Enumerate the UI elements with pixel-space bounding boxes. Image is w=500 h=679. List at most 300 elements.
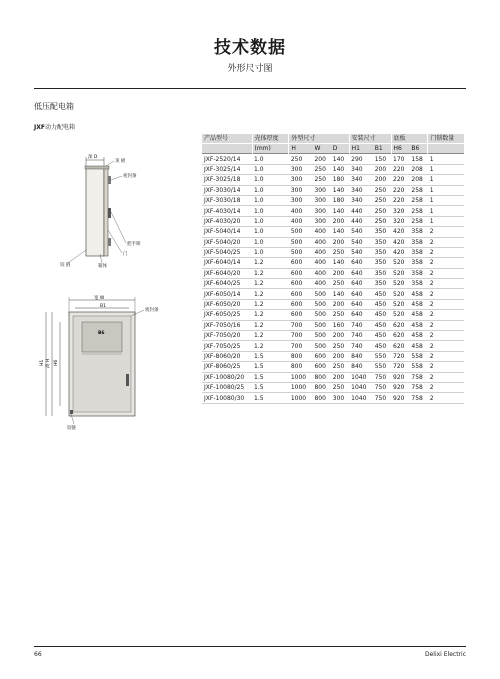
table-cell: 2 xyxy=(428,372,464,382)
table-cell: 640 xyxy=(349,310,373,320)
table-cell: 700 xyxy=(289,320,313,330)
table-cell: 920 xyxy=(391,393,409,403)
table-cell: 440 xyxy=(349,206,373,216)
table-cell: 1.0 xyxy=(252,216,289,226)
table-cell: 2 xyxy=(428,227,464,237)
table-cell: 340 xyxy=(349,175,373,185)
table-column-header xyxy=(428,144,464,154)
table-row xyxy=(202,393,464,403)
table-cell: 700 xyxy=(289,331,313,341)
table-cell: 2 xyxy=(428,268,464,278)
table-cell: 220 xyxy=(391,195,409,205)
table-row xyxy=(202,185,464,195)
model-cell: JXF-3025/14 xyxy=(202,164,252,174)
table-cell: 158 xyxy=(409,154,427,164)
table-cell: 450 xyxy=(373,341,391,351)
table-cell: 600 xyxy=(289,279,313,289)
table-cell: 220 xyxy=(391,164,409,174)
table-row xyxy=(202,341,464,351)
table-cell: 640 xyxy=(349,258,373,268)
table-cell: 1.0 xyxy=(252,227,289,237)
table-cell: 500 xyxy=(312,341,330,351)
table-column-header: B1 xyxy=(373,144,391,154)
table-cell: 350 xyxy=(373,279,391,289)
table-cell: 1.0 xyxy=(252,154,289,164)
section-subtitle xyxy=(34,122,75,131)
table-cell: 1.5 xyxy=(252,372,289,382)
table-column-header: (mm) xyxy=(252,144,289,154)
table-cell: 320 xyxy=(391,206,409,216)
model-cell: JXF-6050/14 xyxy=(202,289,252,299)
table-cell: 300 xyxy=(312,206,330,216)
table-cell: 400 xyxy=(312,268,330,278)
table-cell: 150 xyxy=(373,154,391,164)
table-row xyxy=(202,195,464,205)
table-cell: 2 xyxy=(428,310,464,320)
table-cell: 600 xyxy=(289,299,313,309)
table-cell: 1.2 xyxy=(252,331,289,341)
table-cell: 1040 xyxy=(349,372,373,382)
model-cell: JXF-7050/20 xyxy=(202,331,252,341)
seal-strip-label: 密封条 xyxy=(123,174,137,179)
table-cell: 420 xyxy=(391,247,409,257)
table-cell: 500 xyxy=(289,247,313,257)
table-cell: 500 xyxy=(312,310,330,320)
table-column-header xyxy=(202,144,252,154)
h1-label: H1 xyxy=(40,359,45,366)
table-cell: 740 xyxy=(349,331,373,341)
table-cell: 2 xyxy=(428,299,464,309)
table-row xyxy=(202,258,464,268)
table-column-header: D xyxy=(331,144,349,154)
table-cell: 520 xyxy=(391,268,409,278)
model-cell: JXF-8060/20 xyxy=(202,351,252,361)
table-cell: 640 xyxy=(349,268,373,278)
table-cell: 290 xyxy=(349,154,373,164)
table-cell: 2 xyxy=(428,341,464,351)
table-cell: 2 xyxy=(428,393,464,403)
table-cell: 208 xyxy=(409,164,427,174)
table-cell: 2 xyxy=(428,362,464,372)
table-cell: 1040 xyxy=(349,382,373,392)
table-cell: 320 xyxy=(391,216,409,226)
table-cell: 520 xyxy=(391,289,409,299)
table-cell: 358 xyxy=(409,227,427,237)
table-cell: 500 xyxy=(289,237,313,247)
dimension-table xyxy=(202,134,464,404)
table-group-header-row xyxy=(202,134,464,144)
table-cell: 250 xyxy=(373,206,391,216)
table-group-header: 外型尺寸 xyxy=(289,134,349,144)
table-group-header: 底板 xyxy=(391,134,428,144)
table-cell: 720 xyxy=(391,351,409,361)
table-cell: 250 xyxy=(331,341,349,351)
table-group-header: 产品型号 xyxy=(202,134,252,144)
table-column-header: H xyxy=(289,144,313,154)
table-cell: 600 xyxy=(289,310,313,320)
table-cell: 160 xyxy=(331,320,349,330)
table-cell: 758 xyxy=(409,372,427,382)
table-cell: 600 xyxy=(289,289,313,299)
model-cell: JXF-3030/18 xyxy=(202,195,252,205)
table-cell: 840 xyxy=(349,362,373,372)
table-row xyxy=(202,331,464,341)
table-cell: 1 xyxy=(428,175,464,185)
table-cell: 258 xyxy=(409,195,427,205)
table-cell: 200 xyxy=(331,299,349,309)
table-cell: 550 xyxy=(373,351,391,361)
table-cell: 500 xyxy=(312,320,330,330)
table-cell: 1.5 xyxy=(252,382,289,392)
table-cell: 1 xyxy=(428,195,464,205)
model-cell: JXF-8060/25 xyxy=(202,362,252,372)
table-cell: 620 xyxy=(391,341,409,351)
table-cell: 600 xyxy=(312,351,330,361)
table-cell: 1 xyxy=(428,164,464,174)
model-cell: JXF-6040/20 xyxy=(202,268,252,278)
table-cell: 250 xyxy=(312,164,330,174)
table-cell: 2 xyxy=(428,279,464,289)
table-cell: 640 xyxy=(349,289,373,299)
table-cell: 1.5 xyxy=(252,393,289,403)
table-row xyxy=(202,237,464,247)
table-row xyxy=(202,175,464,185)
table-cell: 358 xyxy=(409,268,427,278)
table-cell: 600 xyxy=(312,362,330,372)
table-cell: 200 xyxy=(331,237,349,247)
table-cell: 1040 xyxy=(349,393,373,403)
table-cell: 450 xyxy=(373,331,391,341)
table-cell: 640 xyxy=(349,279,373,289)
door-label: 门 xyxy=(123,252,128,257)
table-cell: 350 xyxy=(373,237,391,247)
front-view-drawing xyxy=(34,294,184,584)
table-row xyxy=(202,247,464,257)
table-cell: 1000 xyxy=(289,382,313,392)
b1-label: B1 xyxy=(100,304,106,309)
table-row xyxy=(202,227,464,237)
table-row xyxy=(202,382,464,392)
table-cell: 558 xyxy=(409,362,427,372)
table-cell: 540 xyxy=(349,227,373,237)
table-cell: 358 xyxy=(409,237,427,247)
box-body-label: 箱体 xyxy=(98,264,107,269)
table-cell: 1.0 xyxy=(252,206,289,216)
model-cell: JXF-3030/14 xyxy=(202,185,252,195)
model-cell: JXF-10080/25 xyxy=(202,382,252,392)
table-cell: 1.0 xyxy=(252,247,289,257)
table-cell: 458 xyxy=(409,310,427,320)
table-cell: 800 xyxy=(289,362,313,372)
table-column-header: B6 xyxy=(409,144,427,154)
table-cell: 800 xyxy=(312,372,330,382)
table-cell: 140 xyxy=(331,154,349,164)
table-cell: 400 xyxy=(312,258,330,268)
table-cell: 550 xyxy=(373,362,391,372)
table-cell: 2 xyxy=(428,382,464,392)
table-row xyxy=(202,164,464,174)
page-subtitle: 外形尺寸图 xyxy=(227,64,273,74)
table-cell: 800 xyxy=(289,351,313,361)
table-cell: 300 xyxy=(331,393,349,403)
table-cell: 400 xyxy=(312,279,330,289)
series-name: 动力配电箱 xyxy=(44,124,75,131)
table-cell: 1 xyxy=(428,185,464,195)
depth-label: 深 D xyxy=(88,155,98,160)
table-cell: 458 xyxy=(409,341,427,351)
table-cell: 1.2 xyxy=(252,268,289,278)
table-cell: 1.2 xyxy=(252,279,289,289)
table-cell: 450 xyxy=(373,289,391,299)
table-column-header: H1 xyxy=(349,144,373,154)
table-cell: 1.0 xyxy=(252,195,289,205)
table-cell: 200 xyxy=(331,331,349,341)
table-cell: 250 xyxy=(331,362,349,372)
table-row xyxy=(202,362,464,372)
table-cell: 2 xyxy=(428,331,464,341)
width-label: 宽 W xyxy=(94,296,105,301)
table-cell: 458 xyxy=(409,289,427,299)
table-cell: 440 xyxy=(349,216,373,226)
table-cell: 300 xyxy=(312,195,330,205)
table-column-header: H6 xyxy=(391,144,409,154)
model-cell: JXF-4030/20 xyxy=(202,216,252,226)
table-cell: 1 xyxy=(428,206,464,216)
table-row xyxy=(202,216,464,226)
table-cell: 520 xyxy=(391,299,409,309)
model-cell: JXF-10080/30 xyxy=(202,393,252,403)
table-cell: 220 xyxy=(391,185,409,195)
table-cell: 1.5 xyxy=(252,351,289,361)
table-cell: 180 xyxy=(331,195,349,205)
table-cell: 600 xyxy=(289,268,313,278)
height-label: 高 H xyxy=(46,358,51,368)
table-cell: 1.2 xyxy=(252,310,289,320)
table-cell: 340 xyxy=(349,195,373,205)
table-cell: 450 xyxy=(373,299,391,309)
table-row xyxy=(202,372,464,382)
table-cell: 1.5 xyxy=(252,362,289,372)
table-unit-header-row xyxy=(202,144,464,154)
table-cell: 750 xyxy=(373,382,391,392)
table-cell: 750 xyxy=(373,372,391,382)
b6-label: B6 xyxy=(98,331,105,336)
table-cell: 540 xyxy=(349,247,373,257)
table-cell: 1000 xyxy=(289,372,313,382)
table-cell: 420 xyxy=(391,227,409,237)
table-cell: 250 xyxy=(289,154,313,164)
table-group-header: 壳体厚度 xyxy=(252,134,289,144)
table-cell: 200 xyxy=(331,372,349,382)
table-cell: 400 xyxy=(312,247,330,257)
table-cell: 200 xyxy=(312,154,330,164)
table-cell: 800 xyxy=(312,382,330,392)
table-cell: 250 xyxy=(373,195,391,205)
table-cell: 250 xyxy=(331,247,349,257)
footer-divider xyxy=(34,646,466,647)
table-cell: 2 xyxy=(428,247,464,257)
model-cell: JXF-6050/20 xyxy=(202,299,252,309)
seal-label: 密封条 xyxy=(145,308,159,313)
table-cell: 350 xyxy=(373,227,391,237)
model-cell: JXF-4030/14 xyxy=(202,206,252,216)
table-cell: 540 xyxy=(349,237,373,247)
table-cell: 620 xyxy=(391,331,409,341)
table-cell: 1.0 xyxy=(252,185,289,195)
table-row xyxy=(202,154,464,164)
table-cell: 300 xyxy=(289,175,313,185)
table-cell: 1.2 xyxy=(252,258,289,268)
table-row xyxy=(202,299,464,309)
page-title: 技术数据 xyxy=(214,38,286,58)
table-cell: 458 xyxy=(409,299,427,309)
table-cell: 300 xyxy=(289,195,313,205)
table-group-header: 门锁数量 xyxy=(428,134,464,144)
table-cell: 800 xyxy=(312,393,330,403)
table-cell: 450 xyxy=(373,310,391,320)
table-cell: 220 xyxy=(391,175,409,185)
table-cell: 250 xyxy=(312,175,330,185)
model-cell: JXF-6040/25 xyxy=(202,279,252,289)
table-cell: 1 xyxy=(428,216,464,226)
table-cell: 500 xyxy=(289,227,313,237)
header-divider xyxy=(34,88,466,89)
table-row xyxy=(202,289,464,299)
table-row xyxy=(202,310,464,320)
hinge-bottom-label: 铰链 xyxy=(67,426,76,431)
table-cell: 500 xyxy=(312,331,330,341)
model-cell: JXF-6040/14 xyxy=(202,258,252,268)
table-row xyxy=(202,268,464,278)
model-cell: JXF-5040/25 xyxy=(202,247,252,257)
table-cell: 300 xyxy=(289,164,313,174)
table-cell: 350 xyxy=(373,268,391,278)
table-cell: 140 xyxy=(331,164,349,174)
model-cell: JXF-6050/25 xyxy=(202,310,252,320)
table-cell: 1.2 xyxy=(252,299,289,309)
table-cell: 920 xyxy=(391,382,409,392)
table-cell: 200 xyxy=(331,268,349,278)
table-cell: 358 xyxy=(409,247,427,257)
table-row xyxy=(202,320,464,330)
table-cell: 140 xyxy=(331,289,349,299)
h6-label: H6 xyxy=(54,359,59,366)
model-cell: JXF-10080/20 xyxy=(202,372,252,382)
table-cell: 200 xyxy=(373,175,391,185)
table-cell: 300 xyxy=(312,216,330,226)
table-cell: 140 xyxy=(331,258,349,268)
table-cell: 840 xyxy=(349,351,373,361)
table-cell: 140 xyxy=(331,227,349,237)
table-cell: 758 xyxy=(409,382,427,392)
table-cell: 1 xyxy=(428,154,464,164)
table-cell: 620 xyxy=(391,320,409,330)
table-cell: 520 xyxy=(391,279,409,289)
hinge-label: 铰 链 xyxy=(60,263,71,268)
table-cell: 558 xyxy=(409,351,427,361)
table-cell: 250 xyxy=(373,216,391,226)
model-cell: JXF-2520/14 xyxy=(202,154,252,164)
table-cell: 200 xyxy=(373,164,391,174)
table-cell: 458 xyxy=(409,331,427,341)
series-code: JXF xyxy=(34,124,45,131)
table-cell: 740 xyxy=(349,341,373,351)
table-group-header: 安装尺寸 xyxy=(349,134,391,144)
table-cell: 258 xyxy=(409,206,427,216)
model-cell: JXF-5040/14 xyxy=(202,227,252,237)
page-number: 66 xyxy=(34,651,42,658)
table-cell: 720 xyxy=(391,362,409,372)
table-cell: 170 xyxy=(391,154,409,164)
table-cell: 400 xyxy=(312,227,330,237)
table-cell: 350 xyxy=(373,247,391,257)
table-cell: 400 xyxy=(289,216,313,226)
table-cell: 140 xyxy=(331,206,349,216)
model-cell: JXF-7050/16 xyxy=(202,320,252,330)
side-view-drawing xyxy=(56,150,166,270)
table-cell: 400 xyxy=(289,206,313,216)
table-cell: 458 xyxy=(409,320,427,330)
table-cell: 300 xyxy=(289,185,313,195)
table-cell: 2 xyxy=(428,258,464,268)
table-cell: 350 xyxy=(373,258,391,268)
table-cell: 140 xyxy=(331,185,349,195)
table-cell: 340 xyxy=(349,185,373,195)
table-cell: 250 xyxy=(331,382,349,392)
table-cell: 500 xyxy=(312,289,330,299)
model-cell: JXF-5040/20 xyxy=(202,237,252,247)
table-cell: 300 xyxy=(312,185,330,195)
table-cell: 1.2 xyxy=(252,341,289,351)
table-cell: 208 xyxy=(409,175,427,185)
section-title: 低压配电箱 xyxy=(34,102,74,111)
table-cell: 400 xyxy=(312,237,330,247)
table-cell: 2 xyxy=(428,320,464,330)
table-cell: 1.0 xyxy=(252,164,289,174)
table-cell: 258 xyxy=(409,216,427,226)
table-cell: 1.2 xyxy=(252,320,289,330)
table-cell: 250 xyxy=(331,310,349,320)
table-cell: 450 xyxy=(373,320,391,330)
table-cell: 920 xyxy=(391,372,409,382)
table-row xyxy=(202,351,464,361)
table-cell: 358 xyxy=(409,258,427,268)
table-cell: 640 xyxy=(349,299,373,309)
table-cell: 600 xyxy=(289,258,313,268)
table-cell: 700 xyxy=(289,341,313,351)
table-cell: 1000 xyxy=(289,393,313,403)
table-cell: 250 xyxy=(373,185,391,195)
table-cell: 520 xyxy=(391,258,409,268)
table-cell: 750 xyxy=(373,393,391,403)
table-cell: 740 xyxy=(349,320,373,330)
table-row xyxy=(202,279,464,289)
table-cell: 2 xyxy=(428,237,464,247)
table-cell: 1.0 xyxy=(252,175,289,185)
table-cell: 250 xyxy=(331,279,349,289)
table-cell: 758 xyxy=(409,393,427,403)
table-cell: 180 xyxy=(331,175,349,185)
table-cell: 520 xyxy=(391,310,409,320)
table-cell: 500 xyxy=(312,299,330,309)
top-plate-label: 顶 板 xyxy=(115,159,126,164)
footer-brand: Delixi Electric xyxy=(424,651,466,658)
table-cell: 2 xyxy=(428,289,464,299)
table-cell: 258 xyxy=(409,185,427,195)
model-cell: JXF-3025/18 xyxy=(202,175,252,185)
table-cell: 340 xyxy=(349,164,373,174)
table-column-header: W xyxy=(312,144,330,154)
